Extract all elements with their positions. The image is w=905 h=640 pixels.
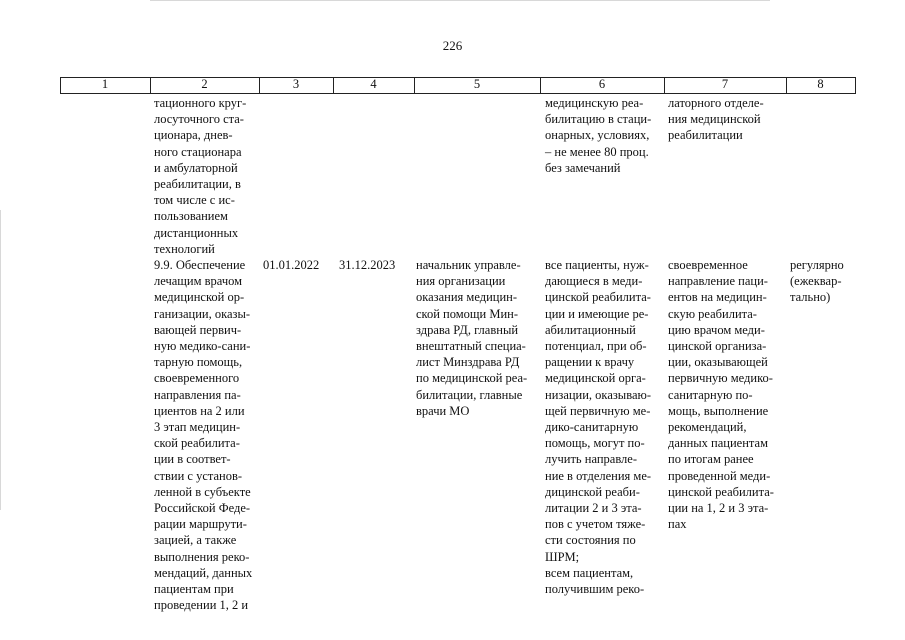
row-9-9-start-date: 01.01.2022	[263, 258, 320, 272]
row-9-9-end-date: 31.12.2023	[339, 258, 396, 272]
continuation-col6: медицинскую реа- билитацию в стаци- онарных, условиях, – не менее 80 проц. без замечаний	[545, 96, 652, 175]
column-header-6: 6	[598, 77, 606, 91]
header-bottom-rule	[60, 93, 856, 94]
column-header-3: 3	[292, 77, 300, 91]
continuation-col2: тационного круг- лосуточного ста- ционара, днев- ного стационара и амбулаторной реабилитации, в том числе с ис- пользованием дистанционных технологий	[154, 96, 247, 256]
column-header-1: 1	[101, 77, 109, 91]
header-divider	[855, 77, 856, 94]
page-number: 226	[442, 38, 463, 53]
row-9-9-frequency: регулярно (ежеквар- тально)	[790, 258, 844, 305]
row-9-9-result: все пациенты, нуж- дающиеся в меди- цинской реабилита- ции и имеющие ре- абилитационный потенциал, при об- ращении к врачу медицинской орга- низации, оказываю- щей первичную ме- дико-санитарную помощь, могут по- лучить направле- ние в отделения ме- дицинской реаби- литации 2 и 3 эта- пов с учетом тяже- сти состояния по ШРМ; всем пациентам, получившим реко-	[545, 258, 652, 597]
row-9-9-measure: 9.9. Обеспечение лечащим врачом медицинской ор- ганизации, оказы- вающей первич- ную медико-сани- тарную помощь, своевременного направления па- циентов на 2 или 3 этап медицин- ской реабилита- ции в соответ- ствии с установ- ленной в субъекте Российской Феде- рации маршрути- зацией, а также выполнения реко- мендаций, данных пациентам при проведении 1, 2 и	[154, 258, 253, 613]
column-header-8: 8	[817, 77, 824, 91]
column-header-2: 2	[201, 77, 208, 91]
row-9-9-responsible: начальник управле- ния организации оказания медицин- ской помощи Мин- здрава РД, главный внештатный специа- лист Минздрава РД по медицинской реа- билитации, главные врачи МО	[416, 258, 528, 418]
continuation-col7: латорного отделе- ния медицинской реабилитации	[668, 96, 764, 143]
scan-edge-left	[0, 210, 1, 510]
column-header-7: 7	[721, 77, 729, 91]
scan-edge-top	[150, 0, 770, 1]
row-9-9-indicator: своевременное направление паци- ентов на медицин- скую реабилита- цию врачом меди- цинской организа- ции, оказывающей первичную медико- санитарную по- мощь, выполнение рекомендаций, данных пациентам по итогам ранее проведенной меди- цинской реабилита- ции на 1, 2 и 3 эта- пах	[668, 258, 774, 532]
column-header-4: 4	[370, 77, 377, 91]
column-header-5: 5	[473, 77, 481, 91]
